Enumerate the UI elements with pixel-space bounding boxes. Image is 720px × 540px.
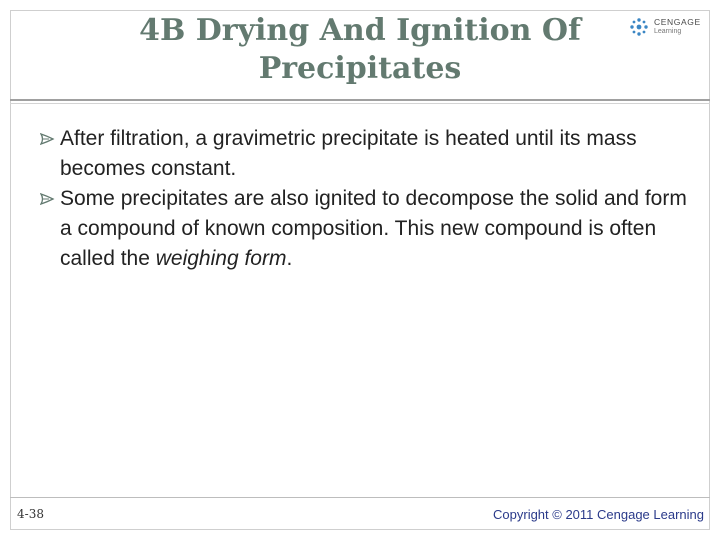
bullet-text: After filtration, a gravimetric precipitate is heated until its mass becomes constant.	[60, 127, 637, 180]
publisher-logo	[628, 14, 708, 40]
cengage-logo-icon	[628, 16, 650, 38]
logo-subtitle: Learning	[654, 28, 682, 35]
bullet-item	[40, 184, 690, 274]
bullet-arrow-icon	[40, 132, 55, 146]
bullet-text-end: .	[286, 247, 293, 270]
copyright-notice: Copyright © 2011 Cengage Learning	[493, 507, 704, 522]
header-divider-secondary	[10, 103, 710, 104]
header-divider	[10, 99, 710, 101]
bullet-text: Some precipitates are also ignited to decompose the solid and form a compound of known composition. This new compound is often called the	[60, 187, 687, 270]
bullet-arrow-icon	[40, 192, 55, 206]
slide-title: 4B Drying And Ignition Of Precipitates	[139, 13, 581, 86]
slide-body	[40, 124, 690, 274]
page-number: 4-38	[17, 507, 44, 521]
bullet-emphasis: weighing form	[155, 247, 287, 270]
bullet-item	[40, 124, 690, 184]
footer-divider	[10, 497, 710, 498]
logo-name: CENGAGE	[654, 17, 701, 27]
